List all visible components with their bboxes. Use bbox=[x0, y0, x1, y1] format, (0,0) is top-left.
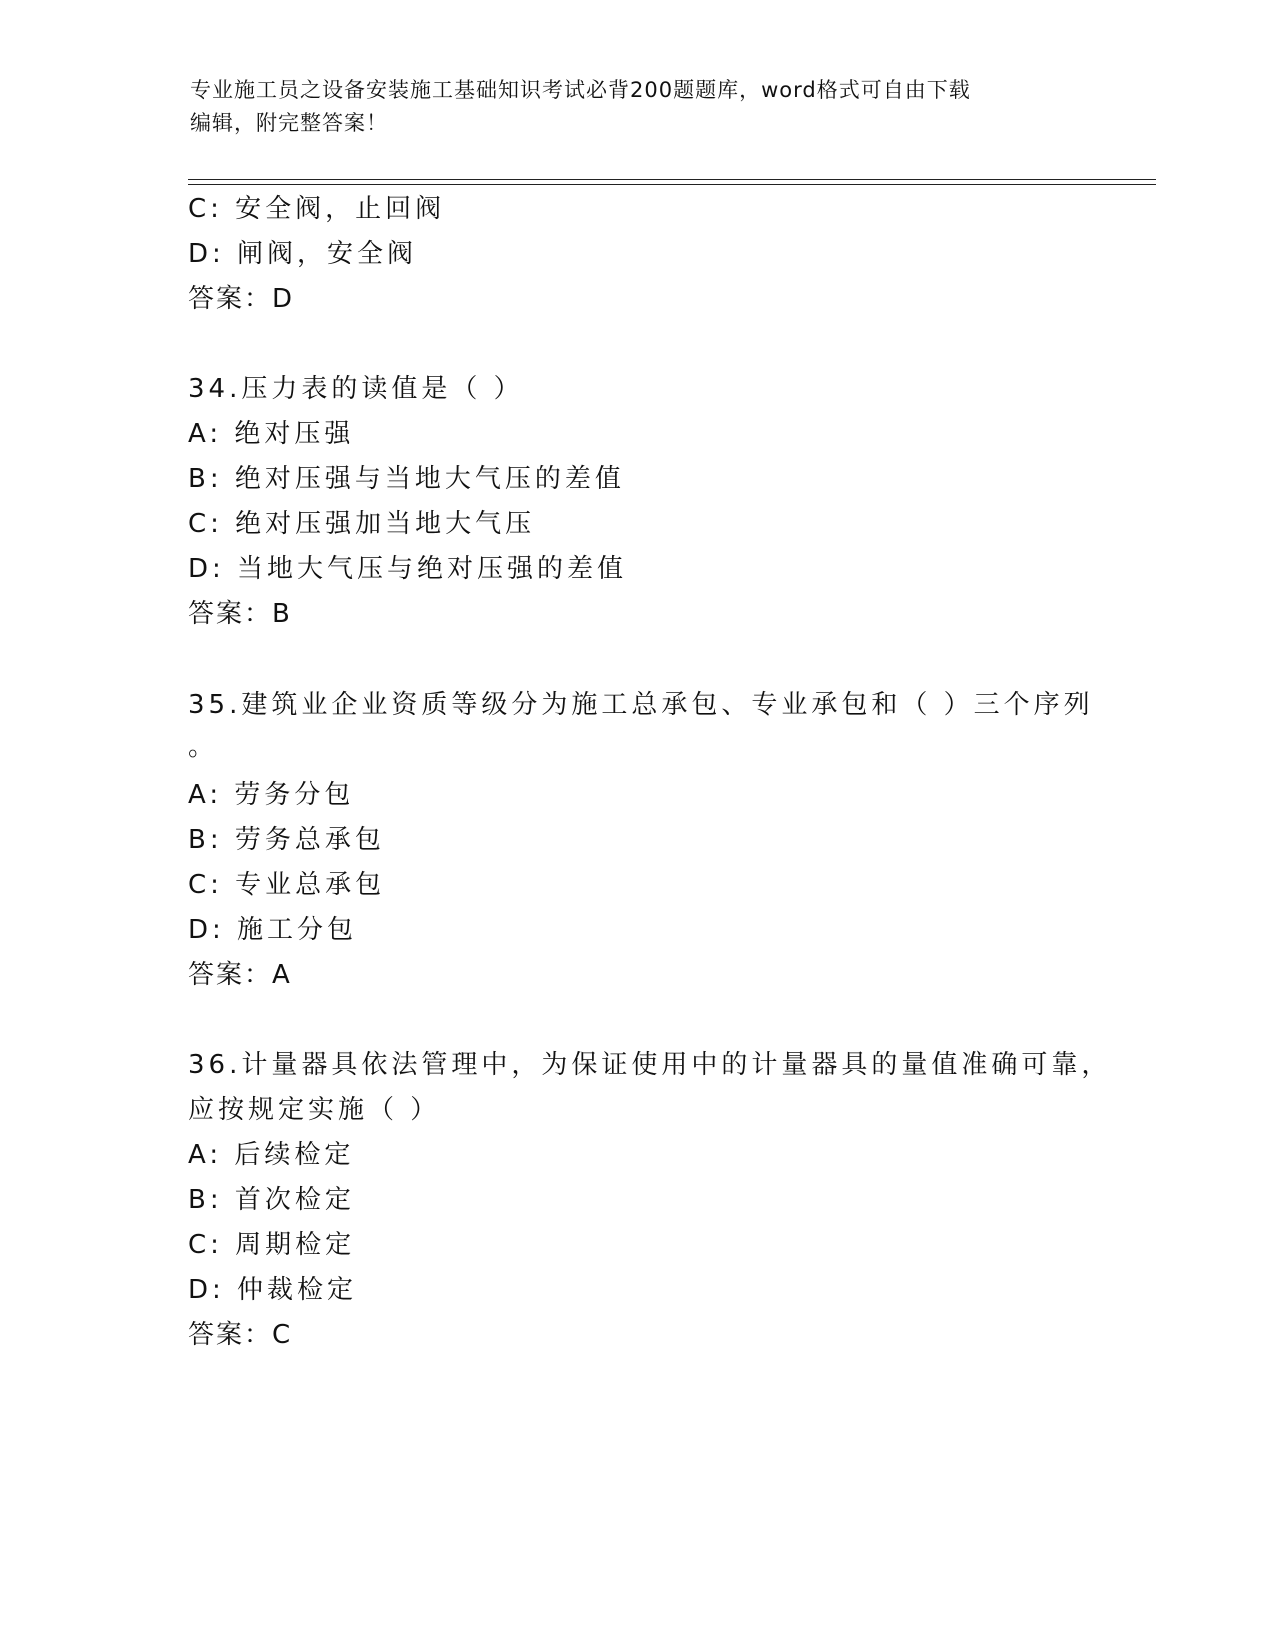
q34-question: 34.压力表的读值是（ ） bbox=[188, 374, 524, 404]
q36-option-d: D: 仲裁检定 bbox=[188, 1275, 358, 1305]
q34-option-d: D: 当地大气压与绝对压强的差值 bbox=[188, 554, 628, 584]
q35-answer: 答案：A bbox=[188, 960, 292, 990]
q33-answer: 答案：D bbox=[188, 284, 295, 314]
q35-option-c: C: 专业总承包 bbox=[188, 870, 386, 900]
q35-question-line-1: 35.建筑业企业资质等级分为施工总承包、专业承包和（ ）三个序列 bbox=[188, 690, 1094, 720]
header-rule-top bbox=[188, 179, 1156, 180]
q35-option-d: D: 施工分包 bbox=[188, 915, 358, 945]
q34-option-b: B: 绝对压强与当地大气压的差值 bbox=[188, 464, 625, 494]
q35-question-line-2: 。 bbox=[188, 732, 219, 762]
q35-option-b: B: 劳务总承包 bbox=[188, 825, 385, 855]
header-line-2: 编辑，附完整答案！ bbox=[190, 111, 388, 135]
document-header bbox=[190, 74, 1090, 140]
q36-option-b: B: 首次检定 bbox=[188, 1185, 355, 1215]
q34-answer: 答案：B bbox=[188, 599, 292, 629]
q36-answer: 答案：C bbox=[188, 1320, 293, 1350]
q34-option-a: A: 绝对压强 bbox=[188, 419, 355, 449]
q36-question-line-1: 36.计量器具依法管理中，为保证使用中的计量器具的量值准确可靠， bbox=[188, 1050, 1112, 1080]
q33-option-d: D: 闸阀，安全阀 bbox=[188, 239, 418, 269]
header-line-1: 专业施工员之设备安装施工基础知识考试必背200题题库，word格式可自由下载 bbox=[190, 78, 971, 102]
q36-option-c: C: 周期检定 bbox=[188, 1230, 356, 1260]
q33-option-c: C: 安全阀，止回阀 bbox=[188, 194, 446, 224]
q36-question-line-2: 应按规定实施（ ） bbox=[188, 1095, 441, 1125]
q36-option-a: A: 后续检定 bbox=[188, 1140, 355, 1170]
q34-option-c: C: 绝对压强加当地大气压 bbox=[188, 509, 536, 539]
q35-option-a: A: 劳务分包 bbox=[188, 780, 355, 810]
header-rule-bottom bbox=[188, 184, 1156, 185]
